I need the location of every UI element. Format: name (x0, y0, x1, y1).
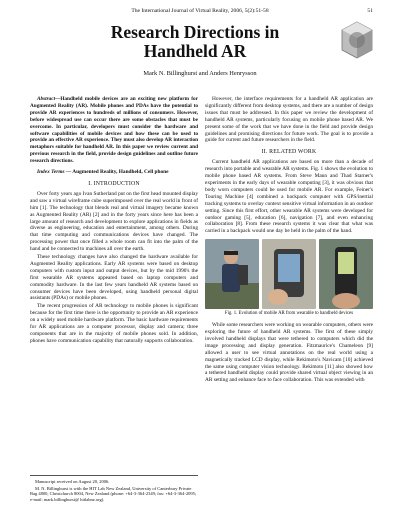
footnote (30, 475, 198, 503)
index-terms-value: — Augmented Reality, Handheld, Cell phone (64, 169, 169, 176)
abstract (30, 96, 198, 165)
title-line-2: Handheld AR (143, 41, 247, 61)
figure-caption: Fig. 1. Evolution of mobile AR from wearable to handheld devices (224, 311, 354, 317)
author-line: Mark N. Billinghurst and Anders Henrysson (143, 70, 257, 77)
page-number: 51 (367, 8, 373, 14)
running-header: The International Journal of Virtual Reality, 2006, 5(2):51-58 (131, 8, 269, 14)
figure-photo-phone (319, 239, 373, 309)
section-heading-related-work: II. RELATED WORK (261, 149, 317, 156)
abstract-label: Abstract (37, 96, 56, 102)
paragraph: Current handheld AR applications are based on more than a decade of research into portable and wearable AR systems. Fig. 1 shows the evolution to mobile phone based AR systems. From Steve Mann and Thad Starner's experiments in the early days of wearable computing [3], it was obvious that body worn computers could be used for mobile AR. For example, Feiner's Touring Machine [4] combined a backpack computer with GPS/inertial tracking systems to overlay context sensitive virtual information in an outdoor setting. Since this first effort, other wearable AR systems were developed for outdoor gaming [5], education [6], navigation [7], and even enhancing collaboration [8]. From these research systems it was clear that what was carried in a backpack would one day be held in the palm of the hand. (205, 159, 373, 235)
footnote-author: M. N. Billinghurst is with the HIT Lab New Zealand, University of Canterbury Private Bag 4800, Christchurch 8004, New Zealand (phone: +64-3-364-2349; fax: +64-3-364-2095; e-mail: mark.billinghurst@ hitlabnz.org). (30, 485, 197, 502)
right-column (205, 96, 373, 385)
index-terms (30, 169, 198, 176)
paragraph: The recent progression of AR technology to mobile phones is significant because for the first time there is the opportunity to provide an AR experience on a widely used mobile hardware platform. The basic hardware requirements for AR applications are a computer processor, display and camera; three components that are in the majority of mobile phones sold. In addition, phones have communication capability that naturally supports collaboration. (30, 303, 198, 344)
figure-photo-pda (262, 239, 316, 309)
journal-logo-icon (339, 20, 375, 60)
paragraph: However, the interface requirements for a handheld AR application are significantly different from desktop systems, and there are a number of design issues that must be addressed. In this paper we review the development of handheld AR systems, particularly focusing on mobile phone based AR. We present some of the work that we have done in the field and provide design guidelines and promising directions for future work. The goal is to provide a guide for current and future researchers in the field. (205, 96, 373, 144)
paragraph: While some researchers were working on wearable computers, others were exploring the future of handheld AR systems. The first of these simply involved handheld displays that were tethered to computers which did the image processing and display generation. Fitzmaurice's Chameleon [9] allowed a user to see virtual annotations on the real world using a magnetically tracked LCD display, while Rekimoto's Navicam [10] achieved the same using computer vision technology. Rekimoto [11] also showed how a tethered handheld display could provide shared virtual object viewing in an AR setting and enhance face to face collaboration. This was extended with (205, 322, 373, 384)
section-heading-introduction: I. INTRODUCTION (88, 180, 140, 187)
paragraph: Over forty years ago Ivan Sutherland put on the first head mounted display and saw a virtual wireframe cube superimposed over the real world in front of him [1]. The technology that blends real and virtual imagery became known as Augmented Reality (AR) [2] and in the forty years since here has been a large amount of research and development to explore applications in fields as diverse as engineering, education and entertainment, among others. During that time computing and communications devices have changed. The processing power that once filled a whole room can fit into the palm of the hand and be connected to machines all over the earth. (30, 190, 198, 253)
paper-title (90, 23, 300, 61)
figure-1 (205, 239, 373, 309)
footnote-received: Manuscript received on August 20, 2006. (35, 479, 110, 484)
paragraph: These technology changes have also changed the hardware available for Augmented Reality applications. Early AR systems were based on desktop computers with custom input and output devices, but by the mid 1990's the first wearable AR systems appeared based on laptop computers and commodity hardware. In the last few years handheld AR systems based on consumer devices have been developed, using handheld personal digital assistants (PDAs) or mobile phones. (30, 254, 198, 302)
figure-photo-backpack (205, 239, 259, 309)
title-line-1: Research Directions in (110, 22, 280, 42)
left-column (30, 96, 198, 346)
index-terms-label: Index Terms (37, 169, 65, 176)
abstract-text: —Handheld mobile devices are an exciting new platform for Augmented Reality (AR). Mobile phones and PDAs have the potential to provide AR experiences to hundreds of millions of consumers. However, before widespread use can occur there are some obstacles that must be overcome. In particular, developers must consider the hardware and software capabilities of mobile devices and how these can be used to provide an effective AR experience. They must also develop AR interaction metaphors suitable for handheld AR. In this paper we review current and previous research in the field, provide design guidelines and outline future research directions. (30, 96, 198, 165)
